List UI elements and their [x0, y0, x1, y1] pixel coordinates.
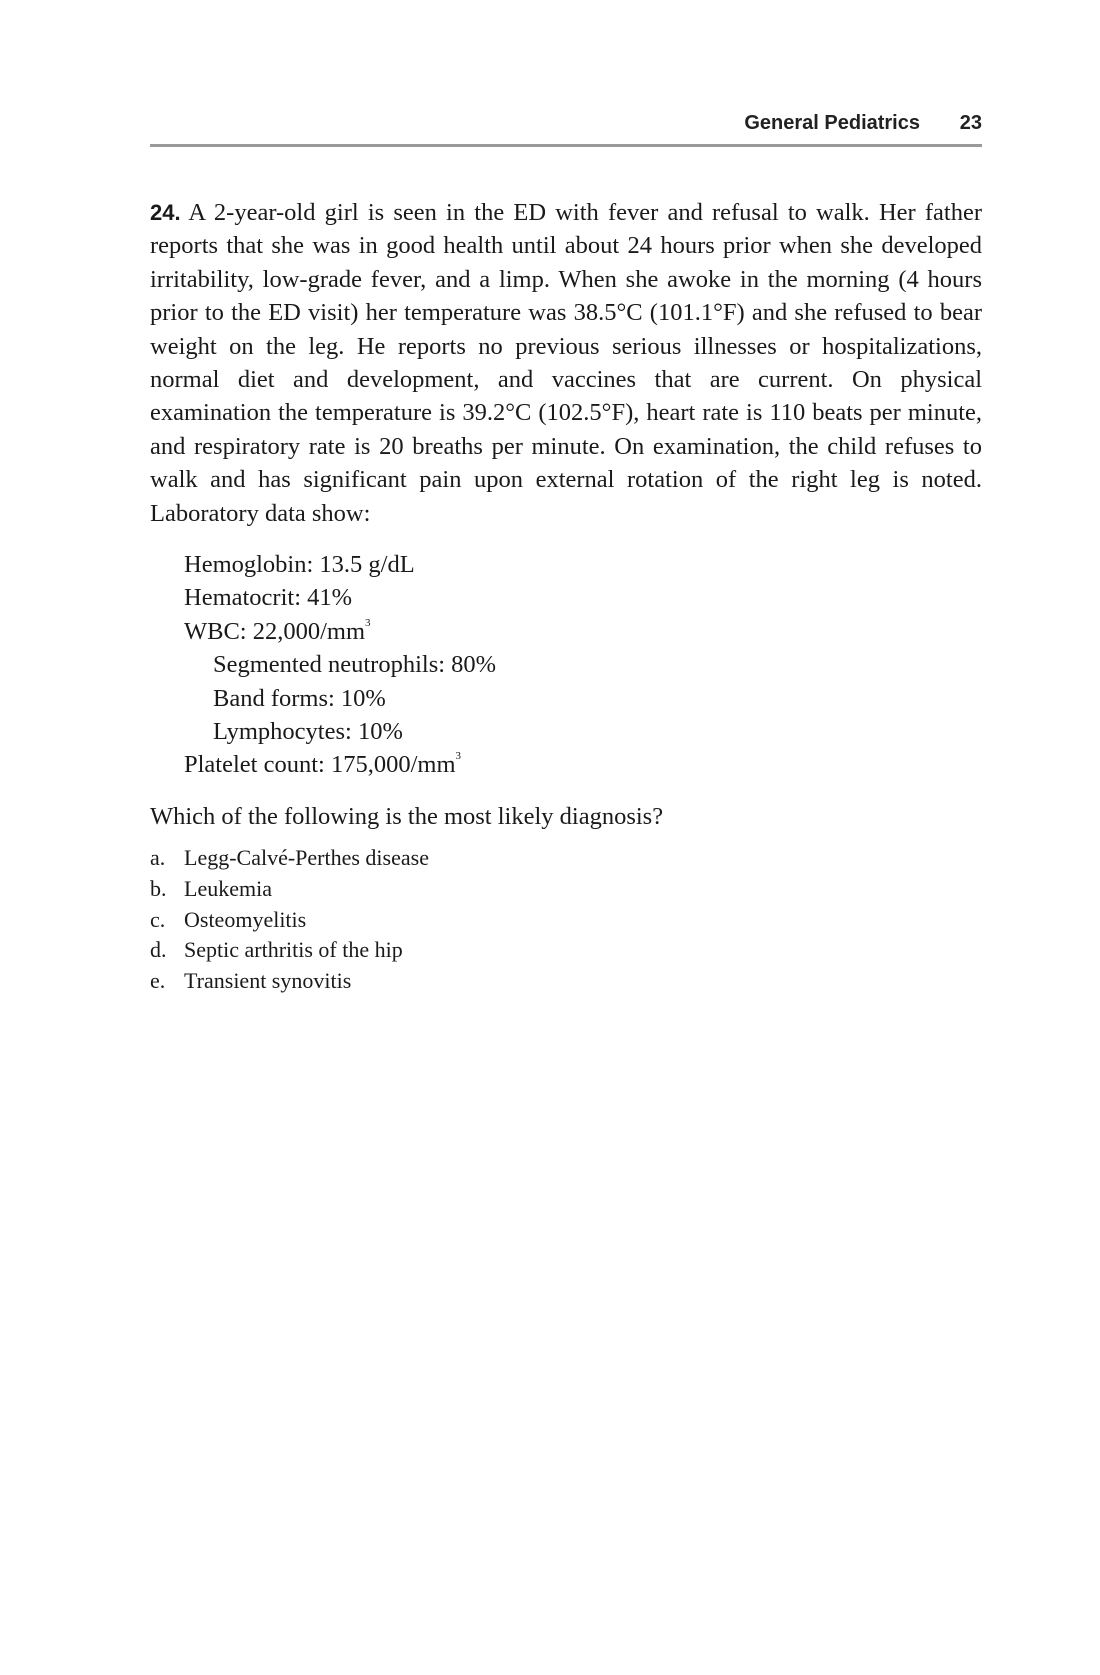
option-text: Transient synovitis	[184, 968, 352, 994]
option-text: Leukemia	[184, 875, 272, 901]
lab-platelet-text: Platelet count: 175,000/mm	[184, 751, 456, 779]
lab-band: Band forms: 10%	[213, 684, 386, 712]
option-letter: c.	[150, 906, 166, 932]
lab-lymphocytes: Lymphocytes: 10%	[213, 718, 403, 746]
question-text: A 2-year-old girl is seen in the ED with fever and refusal to walk. Her father reports that she was in good health until about 24 hours prior when she developed irritability, low-grade fever, and a limp. When she awoke in the morning (4 hours prior to the ED visit) her temperature was 38.5°C (101.1°F) and she refused to bear weight on the leg. He reports no previous serious illnesses or hospitalizations, normal diet and development, and vaccines that are current. On physical examination the temperature is 39.2°C (102.5°F), heart rate is 110 beats per minute, and respiratory rate is 20 breaths per minute. On examination, the child refuses to walk and has significant pain upon external rotation of the right leg is noted. Laboratory data show:	[150, 199, 982, 527]
option-text: Septic arthritis of the hip	[184, 937, 403, 963]
option-letter: e.	[150, 968, 166, 994]
lab-wbc	[184, 615, 496, 648]
question-number: 24.	[150, 200, 181, 225]
question-body	[150, 196, 982, 530]
lab-hematocrit: Hematocrit: 41%	[184, 584, 353, 612]
lab-platelet	[184, 748, 496, 781]
lab-platelet-superscript: 3	[455, 750, 462, 763]
lab-results	[184, 548, 496, 782]
running-header	[150, 112, 982, 147]
option-letter: b.	[150, 875, 167, 901]
question-stem: Which of the following is the most likely diagnosis?	[150, 803, 664, 830]
section-title: General Pediatrics	[744, 112, 920, 134]
option-text: Legg-Calvé-Perthes disease	[184, 845, 429, 870]
lab-segmented: Segmented neutrophils: 80%	[213, 651, 497, 679]
option-letter: a.	[150, 845, 166, 870]
lab-wbc-text: WBC: 22,000/mm	[184, 617, 366, 645]
option-text: Osteomyelitis	[184, 906, 307, 932]
lab-hemoglobin: Hemoglobin: 13.5 g/dL	[184, 551, 415, 578]
lab-wbc-superscript: 3	[365, 616, 371, 629]
option-letter: d.	[150, 937, 167, 963]
page-number: 23	[959, 112, 982, 134]
